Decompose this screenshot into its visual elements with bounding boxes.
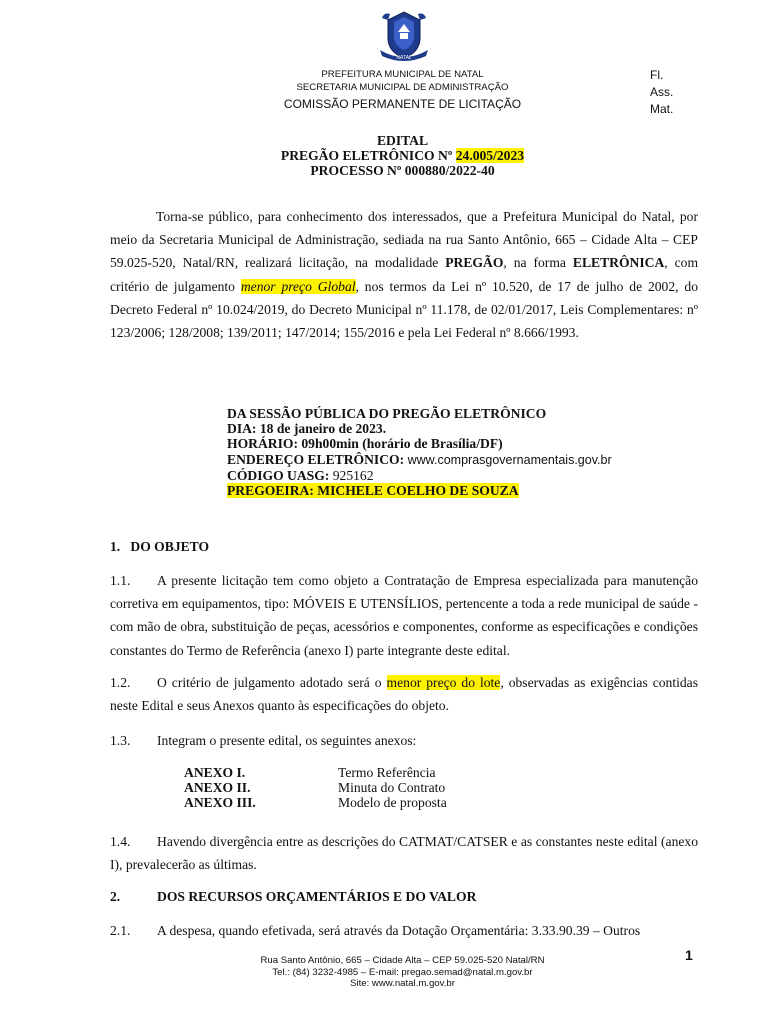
intro-paragraph: Torna-se público, para conhecimento dos interessados, que a Prefeitura Municipal do Natal, por meio da Secretaria Municipal de Administração, sediada na rua Santo Antônio, 665 – Cidade Alta – CEP 59.025-520, Natal/RN, realizará licitação, na modalidade PREGÃO, na forma ELETRÔNICA, com critério de julgamento menor preço Global, nos termos da Lei nº 10.520, de 17 de julho de 2002, do Decreto Federal nº 10.024/2019, do Decreto Municipal nº 11.178, de 02/01/2017, Leis Complementares: nº 123/2006; 128/2008; 139/2011; 147/2014; 155/2016 e pela Lei Federal nº 8.666/1993. bbox=[110, 209, 699, 341]
paragraph-1-2: 1.2. O critério de julgamento adotado será o menor preço do lote, observadas as exigências contidas neste Edital e seus Anexos quanto às especificações do objeto. bbox=[110, 675, 698, 714]
fl-ass-mat-box bbox=[650, 67, 673, 118]
processo-title: PROCESSO Nº 000880/2022-40 bbox=[310, 163, 495, 178]
session-dia: DIA: 18 de janeiro de 2023. bbox=[227, 421, 387, 437]
paragraph-1-4: 1.4. Havendo divergência entre as descrições do CATMAT/CATSER e as constantes neste edital (anexo I), prevalecerão as últimas. bbox=[110, 834, 698, 873]
paragraph-2-1: 2.1. A despesa, quando efetivada, será através da Dotação Orçamentária: 3.33.90.39 – Outros bbox=[110, 923, 641, 938]
page-number: 1 bbox=[685, 947, 693, 963]
session-block bbox=[227, 406, 612, 498]
seal-text: NATAL bbox=[396, 55, 412, 61]
footer-block bbox=[200, 955, 605, 990]
header-line-prefeitura: PREFEITURA MUNICIPAL DE NATAL bbox=[321, 69, 484, 80]
header-line-comissao: COMISSÃO PERMANENTE DE LICITAÇÃO bbox=[283, 97, 522, 111]
session-uasg: CÓDIGO UASG: 925162 bbox=[227, 467, 374, 483]
edital-title: EDITAL bbox=[376, 133, 429, 148]
natal-seal-logo bbox=[374, 8, 434, 63]
session-endereco: ENDEREÇO ELETRÔNICO: www.comprasgovernamentais.gov.br bbox=[227, 451, 612, 467]
section-1-heading: 1. DO OBJETO bbox=[110, 539, 210, 554]
header-line-secretaria: SECRETARIA MUNICIPAL DE ADMINISTRAÇÃO bbox=[296, 82, 509, 93]
session-horario: HORÁRIO: 09h00min (horário de Brasília/DF) bbox=[227, 436, 503, 452]
fl-label: Fl. bbox=[650, 68, 664, 82]
annex-row: ANEXO I. Termo Referência bbox=[184, 765, 436, 780]
footer-site: Site: www.natal.m.gov.br bbox=[350, 978, 455, 989]
annex-row: ANEXO III. Modelo de proposta bbox=[184, 795, 447, 810]
session-heading: DA SESSÃO PÚBLICA DO PREGÃO ELETRÔNICO bbox=[227, 406, 547, 421]
edital-title-block bbox=[200, 133, 605, 178]
ass-label: Ass. bbox=[650, 85, 674, 99]
annex-row: ANEXO II. Minuta do Contrato bbox=[184, 780, 446, 795]
pregao-title: PREGÃO ELETRÔNICO Nº 24.005/2023 bbox=[280, 148, 525, 163]
section-2-heading: 2. DOS RECURSOS ORÇAMENTÁRIOS E DO VALOR bbox=[110, 889, 477, 904]
mat-label: Mat. bbox=[650, 102, 674, 116]
footer-address: Rua Santo Antônio, 665 – Cidade Alta – CEP 59.025-520 Natal/RN bbox=[260, 955, 545, 966]
footer-contact: Tel.: (84) 3232-4985 – E-mail: pregao.semad@natal.m.gov.br bbox=[272, 966, 533, 978]
criterio-highlight: menor preço Global bbox=[240, 278, 356, 294]
paragraph-1-1: 1.1. A presente licitação tem como objeto a Contratação de Empresa especializada para manutenção corretiva em equipamentos, tipo: MÓVEIS E UTENSÍLIOS, pertencente a toda a rede municipal de saúde - com mão de obra, substituição de peças, acessórios e componentes, conforme as especificações e condições constantes do Termo de Referência (anexo I) parte integrante deste edital. bbox=[110, 573, 698, 658]
header-block bbox=[260, 68, 545, 112]
paragraph-1-3: 1.3. Integram o presente edital, os seguintes anexos: bbox=[110, 733, 417, 748]
menor-preco-lote-highlight: menor preço do lote bbox=[386, 675, 501, 690]
pregao-number: 24.005/2023 bbox=[455, 148, 525, 163]
session-pregoeira: PREGOEIRA: MICHELE COELHO DE SOUZA bbox=[227, 483, 519, 499]
